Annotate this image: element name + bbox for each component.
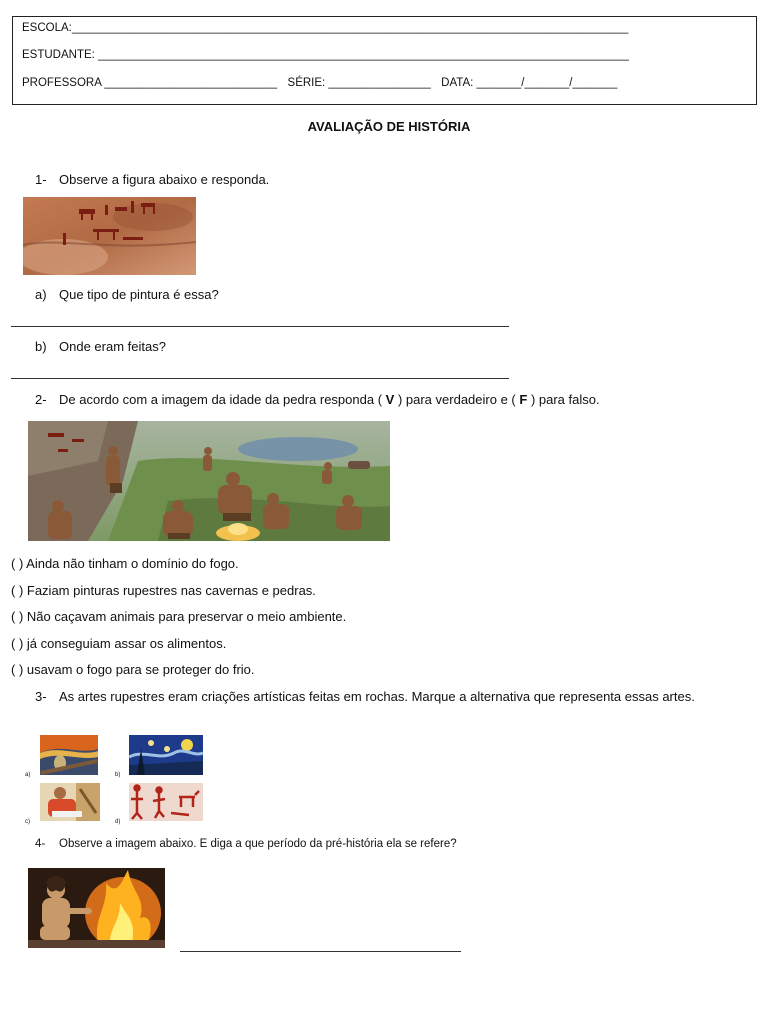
page-title: AVALIAÇÃO DE HISTÓRIA <box>307 119 471 134</box>
question-text: Observe a imagem abaixo. E diga a que período da pré-história ela se refere? <box>59 838 457 850</box>
question-1a <box>35 287 219 302</box>
question-2 <box>35 392 600 407</box>
true-false-item-4[interactable]: ( ) já conseguiam assar os alimentos. <box>11 636 227 651</box>
question-number: 1- <box>35 172 47 187</box>
option-a-image[interactable] <box>40 735 98 775</box>
question-text: Observe a figura abaixo e responda. <box>59 172 270 187</box>
sub-label: a) <box>35 287 47 302</box>
answer-line-1a[interactable] <box>11 326 509 327</box>
true-false-item-3[interactable]: ( ) Não caçavam animais para preservar o meio ambiente. <box>11 609 347 624</box>
teacher-grade-date-row <box>22 77 617 89</box>
option-d-image[interactable] <box>129 783 203 821</box>
cave-painting-image <box>23 197 196 275</box>
stone-age-scene-image <box>28 421 390 541</box>
question-text: ) para verdadeiro e ( <box>397 392 516 407</box>
question-number: 3- <box>35 689 47 704</box>
question-text: Que tipo de pintura é essa? <box>59 287 219 302</box>
option-a-label[interactable]: a) <box>25 772 31 778</box>
option-b-label[interactable]: b) <box>115 772 121 778</box>
false-marker: F <box>519 392 528 407</box>
question-1 <box>35 172 269 187</box>
question-1b <box>35 339 166 354</box>
true-false-item-5[interactable]: ( ) usavam o fogo para se proteger do frio. <box>11 662 255 677</box>
question-text: ) para falso. <box>530 392 600 407</box>
option-d-label[interactable]: d) <box>115 819 121 825</box>
question-3 <box>35 689 695 704</box>
date-field[interactable]: DATA: _______/_______/_______ <box>441 77 618 89</box>
true-marker: V <box>385 392 395 407</box>
school-field[interactable]: ESCOLA:_______________________________________________________________________________________ <box>22 22 629 34</box>
teacher-field[interactable]: PROFESSORA ___________________________ <box>22 77 278 89</box>
question-4 <box>35 838 457 850</box>
student-field[interactable]: ESTUDANTE: ___________________________________________________________________________________ <box>22 49 629 61</box>
grade-field[interactable]: SÉRIE: ________________ <box>287 77 431 89</box>
question-text: As artes rupestres eram criações artísticas feitas em rochas. Marque a alternativa que representa essas artes. <box>59 689 695 704</box>
option-c-image[interactable] <box>40 783 100 821</box>
option-c-label[interactable]: c) <box>25 819 30 825</box>
sub-label: b) <box>35 339 47 354</box>
caveman-fire-image <box>28 868 165 948</box>
true-false-item-1[interactable]: ( ) Ainda não tinham o domínio do fogo. <box>11 556 239 571</box>
answer-line-4[interactable] <box>180 951 461 952</box>
true-false-item-2[interactable]: ( ) Faziam pinturas rupestres nas cavernas e pedras. <box>11 583 316 598</box>
question-number: 4- <box>35 838 46 850</box>
answer-line-1b[interactable] <box>11 378 509 379</box>
option-b-image[interactable] <box>129 735 203 775</box>
question-text: Onde eram feitas? <box>59 339 166 354</box>
question-text: De acordo com a imagem da idade da pedra responda ( <box>59 392 383 407</box>
question-number: 2- <box>35 392 47 407</box>
